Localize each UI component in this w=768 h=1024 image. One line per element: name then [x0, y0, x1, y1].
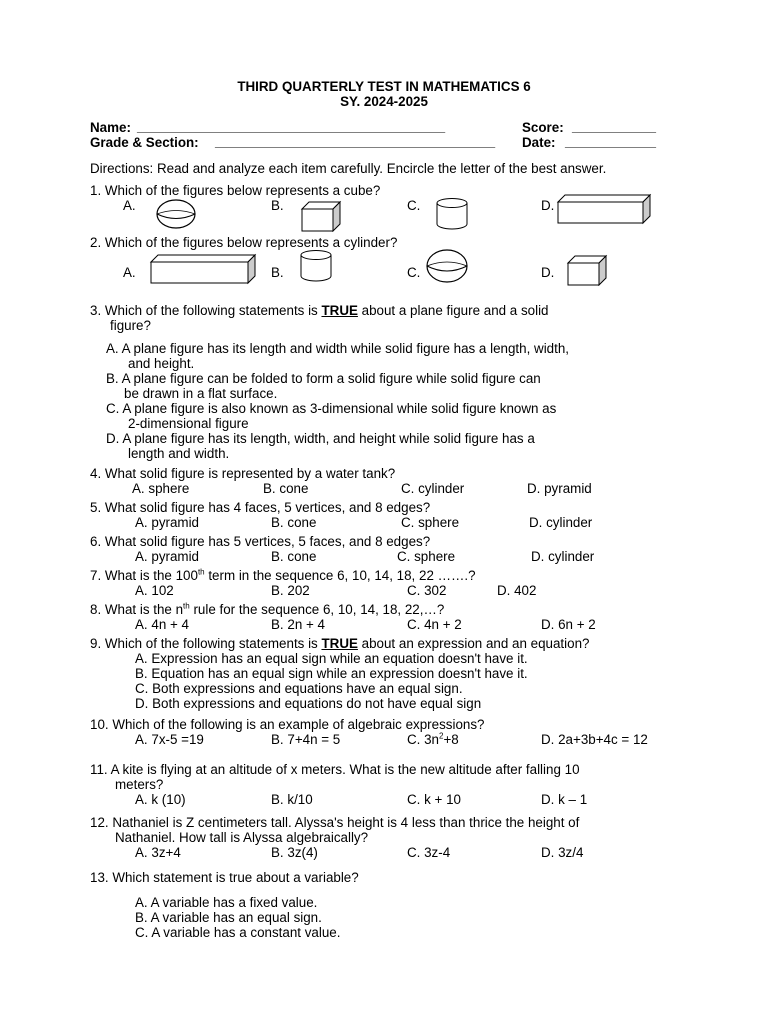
q4-choice-a[interactable]: A. sphere: [132, 481, 190, 496]
q3-choice-c[interactable]: C. A plane figure is also known as 3-dimensional while solid figure known as: [106, 401, 557, 416]
q4-choice-d[interactable]: D. pyramid: [527, 481, 592, 496]
school-year: SY. 2024-2025: [340, 94, 428, 109]
grade-section-label: Grade & Section:: [90, 135, 199, 150]
q3-choice-c-cont: 2-dimensional figure: [128, 416, 249, 431]
q5-choice-b[interactable]: B. cone: [271, 515, 317, 530]
q8-question: 8. What is the $n^{th}$ rule for the sequence 6, 10, 14, 18, 22,…?: [90, 601, 445, 617]
q7-choice-d[interactable]: D. 402: [497, 583, 537, 598]
q13-choice-b[interactable]: B. A variable has an equal sign.: [135, 910, 322, 925]
q1-choice-b[interactable]: B.: [271, 198, 284, 213]
q9-choice-c[interactable]: C. Both expressions and equations have an equal sign.: [135, 681, 463, 696]
q7-question: 7. What is the 100th term in the sequence 6, 10, 14, 18, 22 …….?: [90, 567, 476, 583]
q11-choice-b[interactable]: B. k/10: [271, 792, 313, 807]
q5-choice-c[interactable]: C. sphere: [401, 515, 460, 530]
q8-choice-d[interactable]: D. 6n + 2: [541, 617, 596, 632]
q3-choice-a-cont: and height.: [128, 356, 195, 371]
q2-choice-b[interactable]: B.: [271, 265, 284, 280]
name-label: Name:: [90, 120, 131, 135]
q10-question: 10. Which of the following is an example of algebraic expressions?: [90, 717, 485, 732]
q9-choice-d[interactable]: D. Both expressions and equations do not have equal sign: [135, 696, 482, 711]
cube-icon: [565, 254, 609, 286]
q4-question: 4. What solid figure is represented by a water tank?: [90, 466, 396, 481]
date-field[interactable]: _____________: [565, 135, 657, 149]
score-label: Score:: [522, 120, 564, 135]
q5-choice-a[interactable]: A. pyramid: [135, 515, 199, 530]
q5-choice-d[interactable]: D. cylinder: [529, 515, 593, 530]
q8-choice-a[interactable]: A. 4n + 4: [135, 617, 189, 632]
cube-icon: [299, 200, 343, 232]
q3-choice-d[interactable]: D. A plane figure has its length, width, and height while solid figure has a: [106, 431, 535, 446]
sphere-icon: [426, 249, 470, 285]
q11-choice-c[interactable]: C. k + 10: [407, 792, 461, 807]
q13-question: 13. Which statement is true about a variable?: [90, 870, 359, 885]
q5-question: 5. What solid figure has 4 faces, 5 vertices, and 8 edges?: [90, 500, 431, 515]
q4-choice-c[interactable]: C. cylinder: [401, 481, 465, 496]
q10-choice-b[interactable]: B. 7+4n = 5: [271, 732, 341, 747]
rectangular-prism-icon: [555, 193, 653, 225]
q8-choice-c[interactable]: C. 4n + 2: [407, 617, 462, 632]
test-title: THIRD QUARTERLY TEST IN MATHEMATICS 6: [237, 79, 531, 94]
q9-choice-b[interactable]: B. Equation has an equal sign while an expression doesn't have it.: [135, 666, 528, 681]
q12-choice-b[interactable]: B. 3z(4): [271, 845, 318, 860]
q11-question-cont: meters?: [115, 777, 164, 792]
q2-choice-a[interactable]: A.: [123, 265, 136, 280]
q1-choice-a[interactable]: A.: [123, 198, 136, 213]
sphere-icon: [156, 199, 198, 231]
q7-choice-b[interactable]: B. 202: [271, 583, 310, 598]
q6-choice-c[interactable]: C. sphere: [397, 549, 456, 564]
q3-choice-b[interactable]: B. A plane figure can be folded to form a solid figure while solid figure can: [106, 371, 541, 386]
q12-question-cont: Nathaniel. How tall is Alyssa algebraically?: [115, 830, 369, 845]
rectangular-prism-icon: [148, 253, 258, 285]
grade-section-field[interactable]: ________________________________________: [215, 135, 496, 149]
q7-choice-c[interactable]: C. 302: [407, 583, 447, 598]
q1-question: 1. Which of the figures below represents a cube?: [90, 183, 381, 198]
q4-choice-b[interactable]: B. cone: [263, 481, 309, 496]
q2-choice-d[interactable]: D.: [541, 265, 555, 280]
q10-choice-d[interactable]: D. 2a+3b+4c = 12: [541, 732, 648, 747]
q2-choice-c[interactable]: C.: [407, 265, 421, 280]
q6-choice-b[interactable]: B. cone: [271, 549, 317, 564]
q9-question: 9. Which of the following statements is TRUE about an expression and an equation?: [90, 636, 590, 651]
q8-choice-b[interactable]: B. 2n + 4: [271, 617, 325, 632]
q11-choice-a[interactable]: A. k (10): [135, 792, 186, 807]
q1-choice-d[interactable]: D.: [541, 198, 555, 213]
q13-choice-c[interactable]: C. A variable has a constant value.: [135, 925, 341, 940]
q3-question: 3. Which of the following statements is TRUE about a plane figure and a solid: [90, 303, 549, 318]
q3-choice-a[interactable]: A. A plane figure has its length and width while solid figure has a length, width,: [106, 341, 570, 356]
q12-choice-c[interactable]: C. 3z-4: [407, 845, 451, 860]
q12-question: 12. Nathaniel is Z centimeters tall. Alyssa's height is 4 less than thrice the height of: [90, 815, 580, 830]
cylinder-icon: [435, 197, 469, 231]
q10-choice-c[interactable]: C. $3n^2+8$: [407, 731, 459, 747]
score-field[interactable]: ____________: [572, 120, 657, 134]
q6-choice-d[interactable]: D. cylinder: [531, 549, 595, 564]
q6-question: 6. What solid figure has 5 vertices, 5 faces, and 8 edges?: [90, 534, 431, 549]
q3-question-cont: figure?: [110, 318, 151, 333]
q6-choice-a[interactable]: A. pyramid: [135, 549, 199, 564]
q1-choice-c[interactable]: C.: [407, 198, 421, 213]
q10-choice-a[interactable]: A. 7x-5 =19: [135, 732, 204, 747]
date-label: Date:: [522, 135, 556, 150]
q12-choice-a[interactable]: A. 3z+4: [135, 845, 181, 860]
q11-question: 11. A kite is flying at an altitude of x meters. What is the new altitude after falling 10: [90, 762, 580, 777]
q3-choice-d-cont: length and width.: [128, 446, 230, 461]
q7-choice-a[interactable]: A. 102: [135, 583, 174, 598]
name-field[interactable]: ____________________________________________: [137, 120, 446, 134]
cylinder-icon: [299, 249, 333, 283]
directions: Directions: Read and analyze each item carefully. Encircle the letter of the best answer.: [90, 161, 607, 176]
q13-choice-a[interactable]: A. A variable has a fixed value.: [135, 895, 318, 910]
q2-question: 2. Which of the figures below represents a cylinder?: [90, 235, 398, 250]
q12-choice-d[interactable]: D. 3z/4: [541, 845, 584, 860]
q11-choice-d[interactable]: D. k – 1: [541, 792, 588, 807]
q9-choice-a[interactable]: A. Expression has an equal sign while an equation doesn't have it.: [135, 651, 528, 666]
q3-choice-b-cont: be drawn in a flat surface.: [124, 386, 278, 401]
